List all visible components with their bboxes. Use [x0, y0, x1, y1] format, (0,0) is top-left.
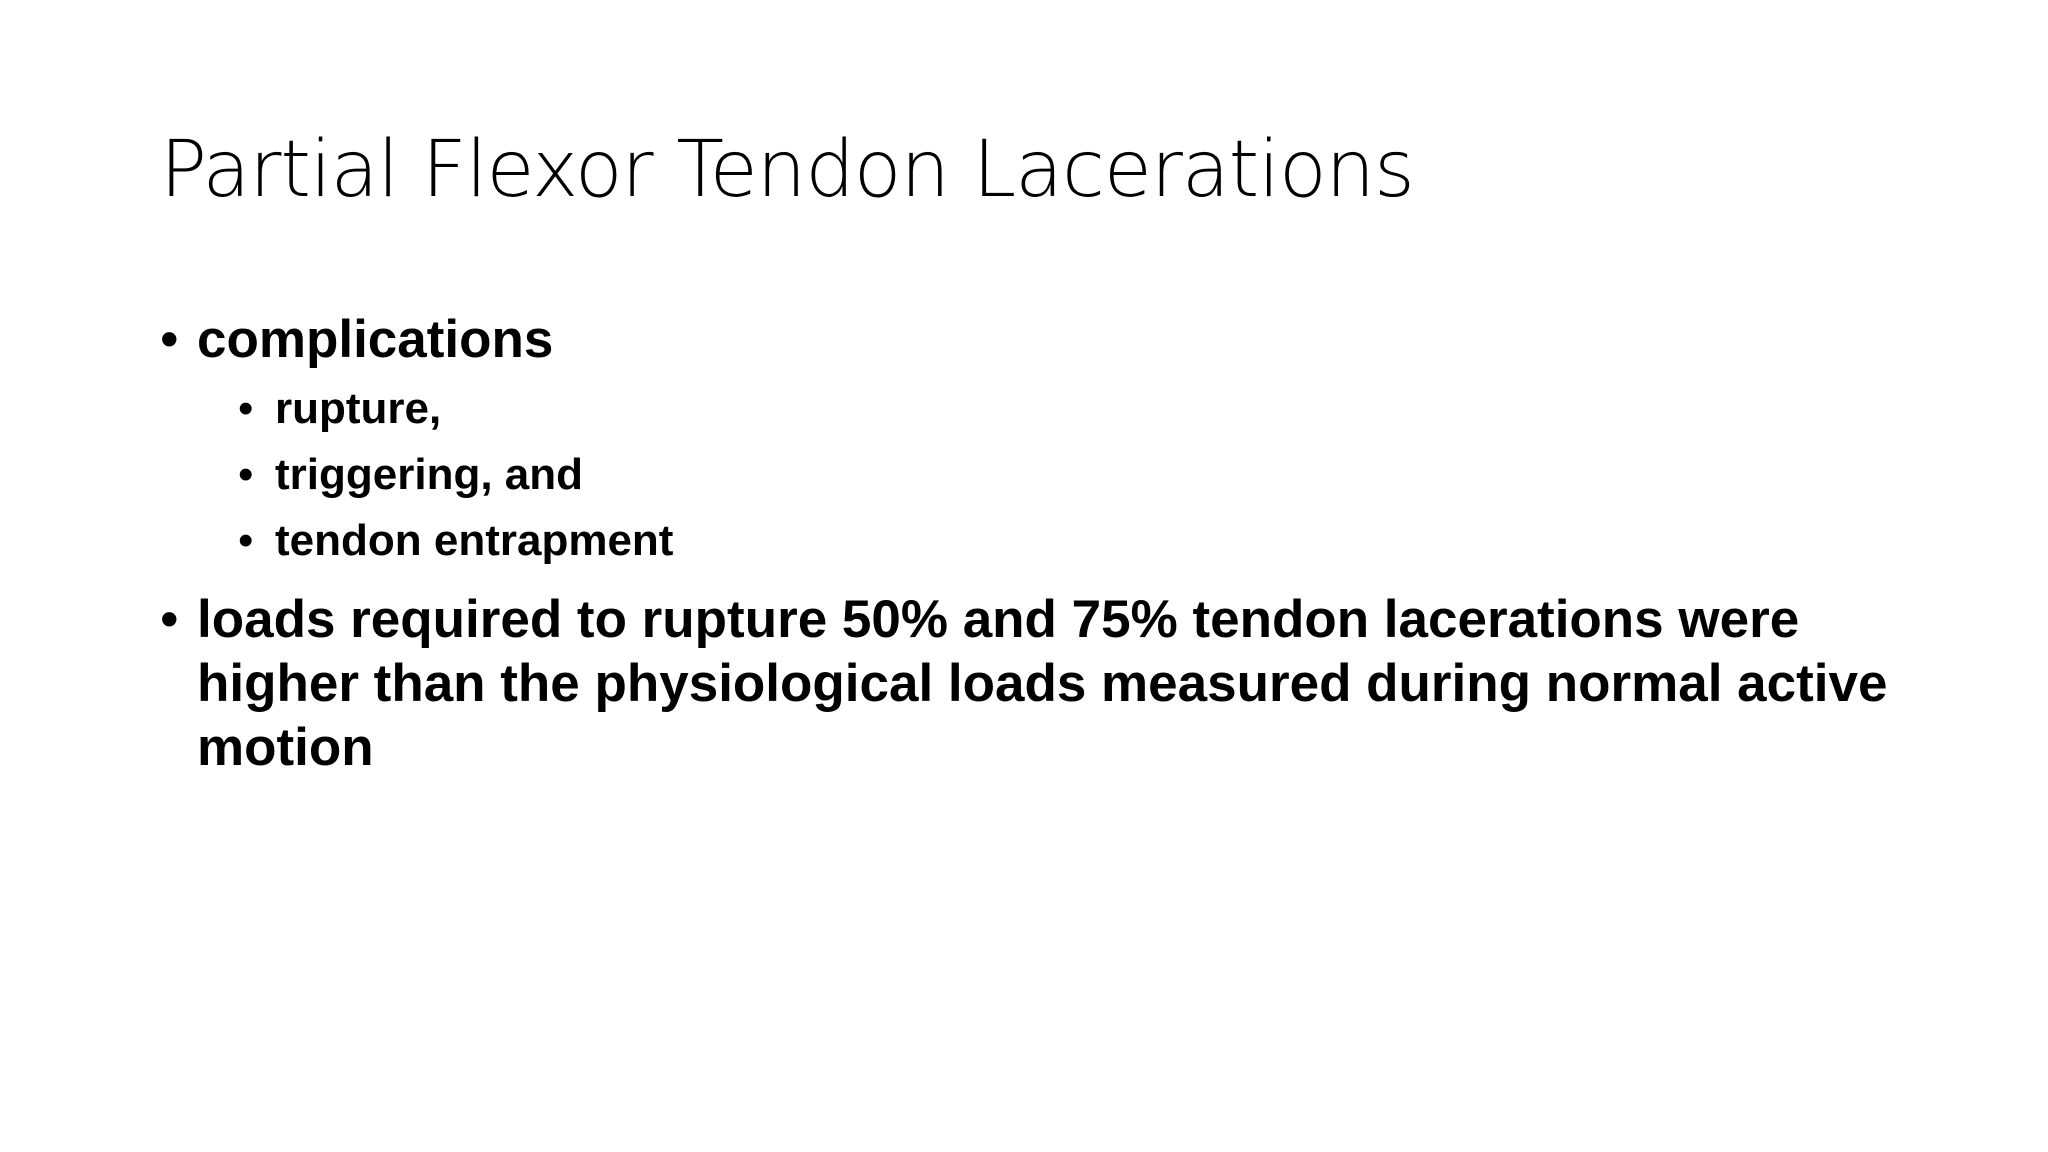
bullet-text: complications: [197, 310, 554, 369]
sub-bullet-text: rupture,: [275, 384, 442, 433]
slide-body: [160, 308, 1920, 780]
sub-bullet-text: tendon entrapment: [275, 516, 674, 565]
sub-bullet-item: [160, 508, 1920, 574]
sub-bullet-item: [160, 376, 1920, 442]
bullet-text: loads required to rupture 50% and 75% tendon lacerations were higher than the physiological loads measured during normal active motion: [197, 590, 1888, 777]
bullet-dot-icon: •: [160, 310, 179, 369]
bullet-dot-icon: •: [238, 384, 254, 433]
sub-bullet-text: triggering, and: [275, 450, 583, 499]
bullet-dot-icon: •: [238, 516, 254, 565]
bullet-item: [160, 588, 1920, 780]
bullet-item: [160, 308, 1920, 372]
bullet-dot-icon: •: [238, 450, 254, 499]
slide-title: Partial Flexor Tendon Lacerations: [160, 125, 1414, 215]
sub-bullet-item: [160, 442, 1920, 508]
bullet-dot-icon: •: [160, 590, 179, 649]
